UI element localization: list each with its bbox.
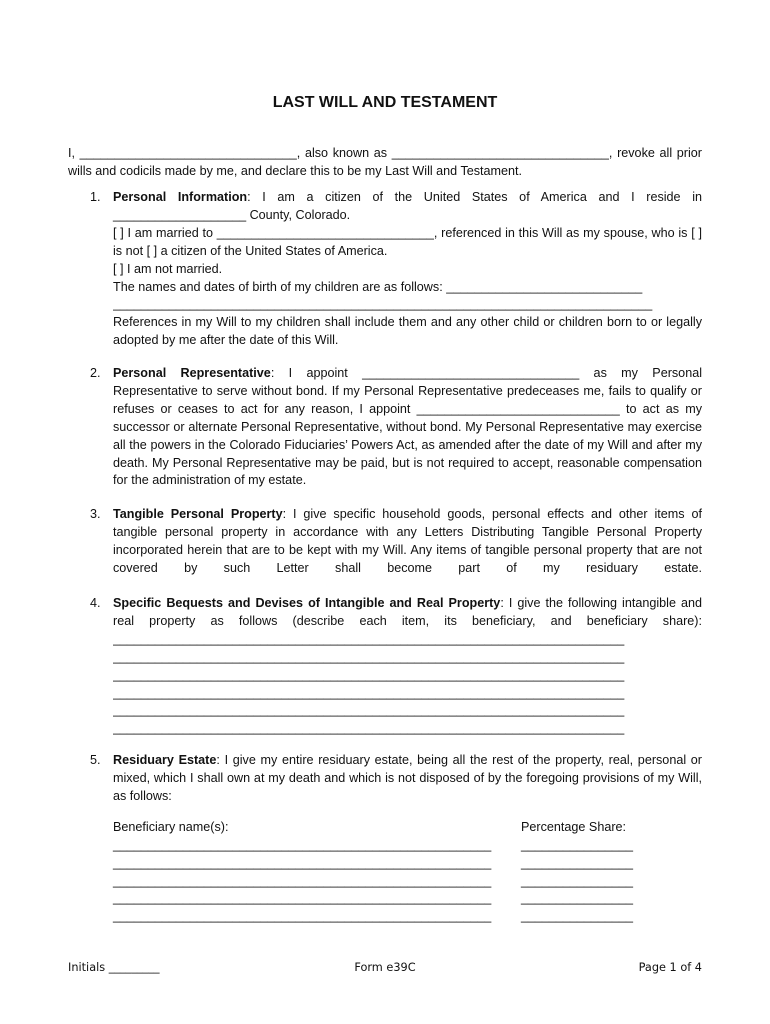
section-text: : I give the following intangible and real property as follows (describe each item, its beneficiary, and beneficiary share): (113, 596, 702, 628)
section-heading: Residuary Estate (113, 753, 217, 767)
section-number: 3. (90, 507, 101, 521)
document-title: LAST WILL AND TESTAMENT (272, 94, 498, 111)
bequest-blank-line: _________________________________________________________________________ (113, 703, 625, 718)
section-specific-bequests (90, 595, 702, 738)
percentage-share-blank: ________________ (521, 838, 634, 853)
section-text: : I give specific household goods, personal effects and other items of tangible personal property in accordance with any Letters Distributing Tangible Personal Property incorporated herein that are to be kept with my Will. Any items of tangible personal property that are not covered by such Letter shall become part of my residuary estate. (113, 507, 702, 575)
table-row (113, 873, 702, 891)
percentage-share-blank: ________________ (521, 873, 634, 888)
percentage-share-blank: ________________ (521, 908, 634, 923)
section-heading: Specific Bequests and Devises of Intangible and Real Property (113, 596, 501, 610)
intro-paragraph: I, _______________________________, also known as _______________________________, revoke all prior wills and codicils made by me, and declare this to be my Last Will and Testament. (68, 146, 702, 178)
beneficiary-table (113, 819, 702, 926)
section-text: : I appoint _______________________________ as my Personal Representative to serve without bond. If my Personal Representative predeceases me, fails to qualify or refuses or ceases to act for any reason, I appoint _____________________________ to act as my successor or alternate Personal Representative, without bond. My Personal Representative may exercise all the powers in the Colorado Fiduciaries’ Powers Act, as amended after the date of my Will and after my death. My Personal Representative may be paid, but is not required to accept, reasonable compensation for the administration of my estate. (113, 366, 702, 488)
section-heading: Personal Information (113, 190, 248, 204)
bequest-blank-line: _________________________________________________________________________ (113, 649, 625, 664)
beneficiary-name-blank: ______________________________________________________ (113, 838, 492, 853)
bequest-blank-line: _________________________________________________________________________ (113, 667, 625, 682)
section-personal-information (90, 189, 702, 350)
beneficiary-name-blank: ______________________________________________________ (113, 873, 492, 888)
page-footer (68, 961, 702, 979)
table-row (113, 908, 702, 926)
bequest-blank-line: _________________________________________________________________________ (113, 631, 625, 646)
marital-status-married: [ ] I am married to _______________________________, referenced in this Will as my spouse, who is [ ] is not [ ] a citizen of the United States of America. (113, 225, 702, 258)
beneficiary-name-blank: ______________________________________________________ (113, 908, 492, 923)
beneficiary-name-header: Beneficiary name(s): (113, 819, 229, 834)
table-row (113, 855, 702, 873)
table-row (113, 890, 702, 908)
form-number: Form e39C (354, 961, 416, 974)
percentage-share-blank: ________________ (521, 891, 634, 906)
percentage-share-blank: ________________ (521, 855, 634, 870)
children-blank-line: _____________________________________________________________________________ (113, 297, 653, 312)
section-number: 1. (90, 190, 101, 204)
section-heading: Personal Representative (113, 366, 271, 380)
marital-status-not-married: [ ] I am not married. (113, 261, 223, 276)
children-list-prompt: The names and dates of birth of my children are as follows: ____________________________ (113, 279, 643, 294)
percentage-share-header: Percentage Share: (521, 819, 627, 834)
section-number: 2. (90, 366, 101, 380)
initials-field: Initials _________ (68, 961, 160, 974)
section-residuary-estate (90, 752, 702, 925)
section-number: 5. (90, 753, 101, 767)
children-references: References in my Will to my children shall include them and any other child or children born to or legally adopted by me after the date of this Will. (113, 315, 702, 348)
beneficiary-name-blank: ______________________________________________________ (113, 855, 492, 870)
bequest-blank-line: _________________________________________________________________________ (113, 721, 625, 736)
section-heading: Tangible Personal Property (113, 507, 283, 521)
table-row (113, 837, 702, 855)
beneficiary-name-blank: ______________________________________________________ (113, 891, 492, 906)
section-tangible-personal-property (90, 506, 702, 578)
page-number: Page 1 of 4 (638, 961, 702, 974)
section-text: : I give my entire residuary estate, being all the rest of the property, real, personal or mixed, which I shall own at my death and which is not disposed of by the foregoing provisions of my Will, as follows: (113, 753, 703, 803)
residence-text: : I am a citizen of the United States of America and I reside in ___________________ County, Colorado. (113, 190, 702, 222)
section-personal-representative (90, 365, 702, 490)
bequest-blank-line: _________________________________________________________________________ (113, 685, 625, 700)
section-number: 4. (90, 596, 101, 610)
